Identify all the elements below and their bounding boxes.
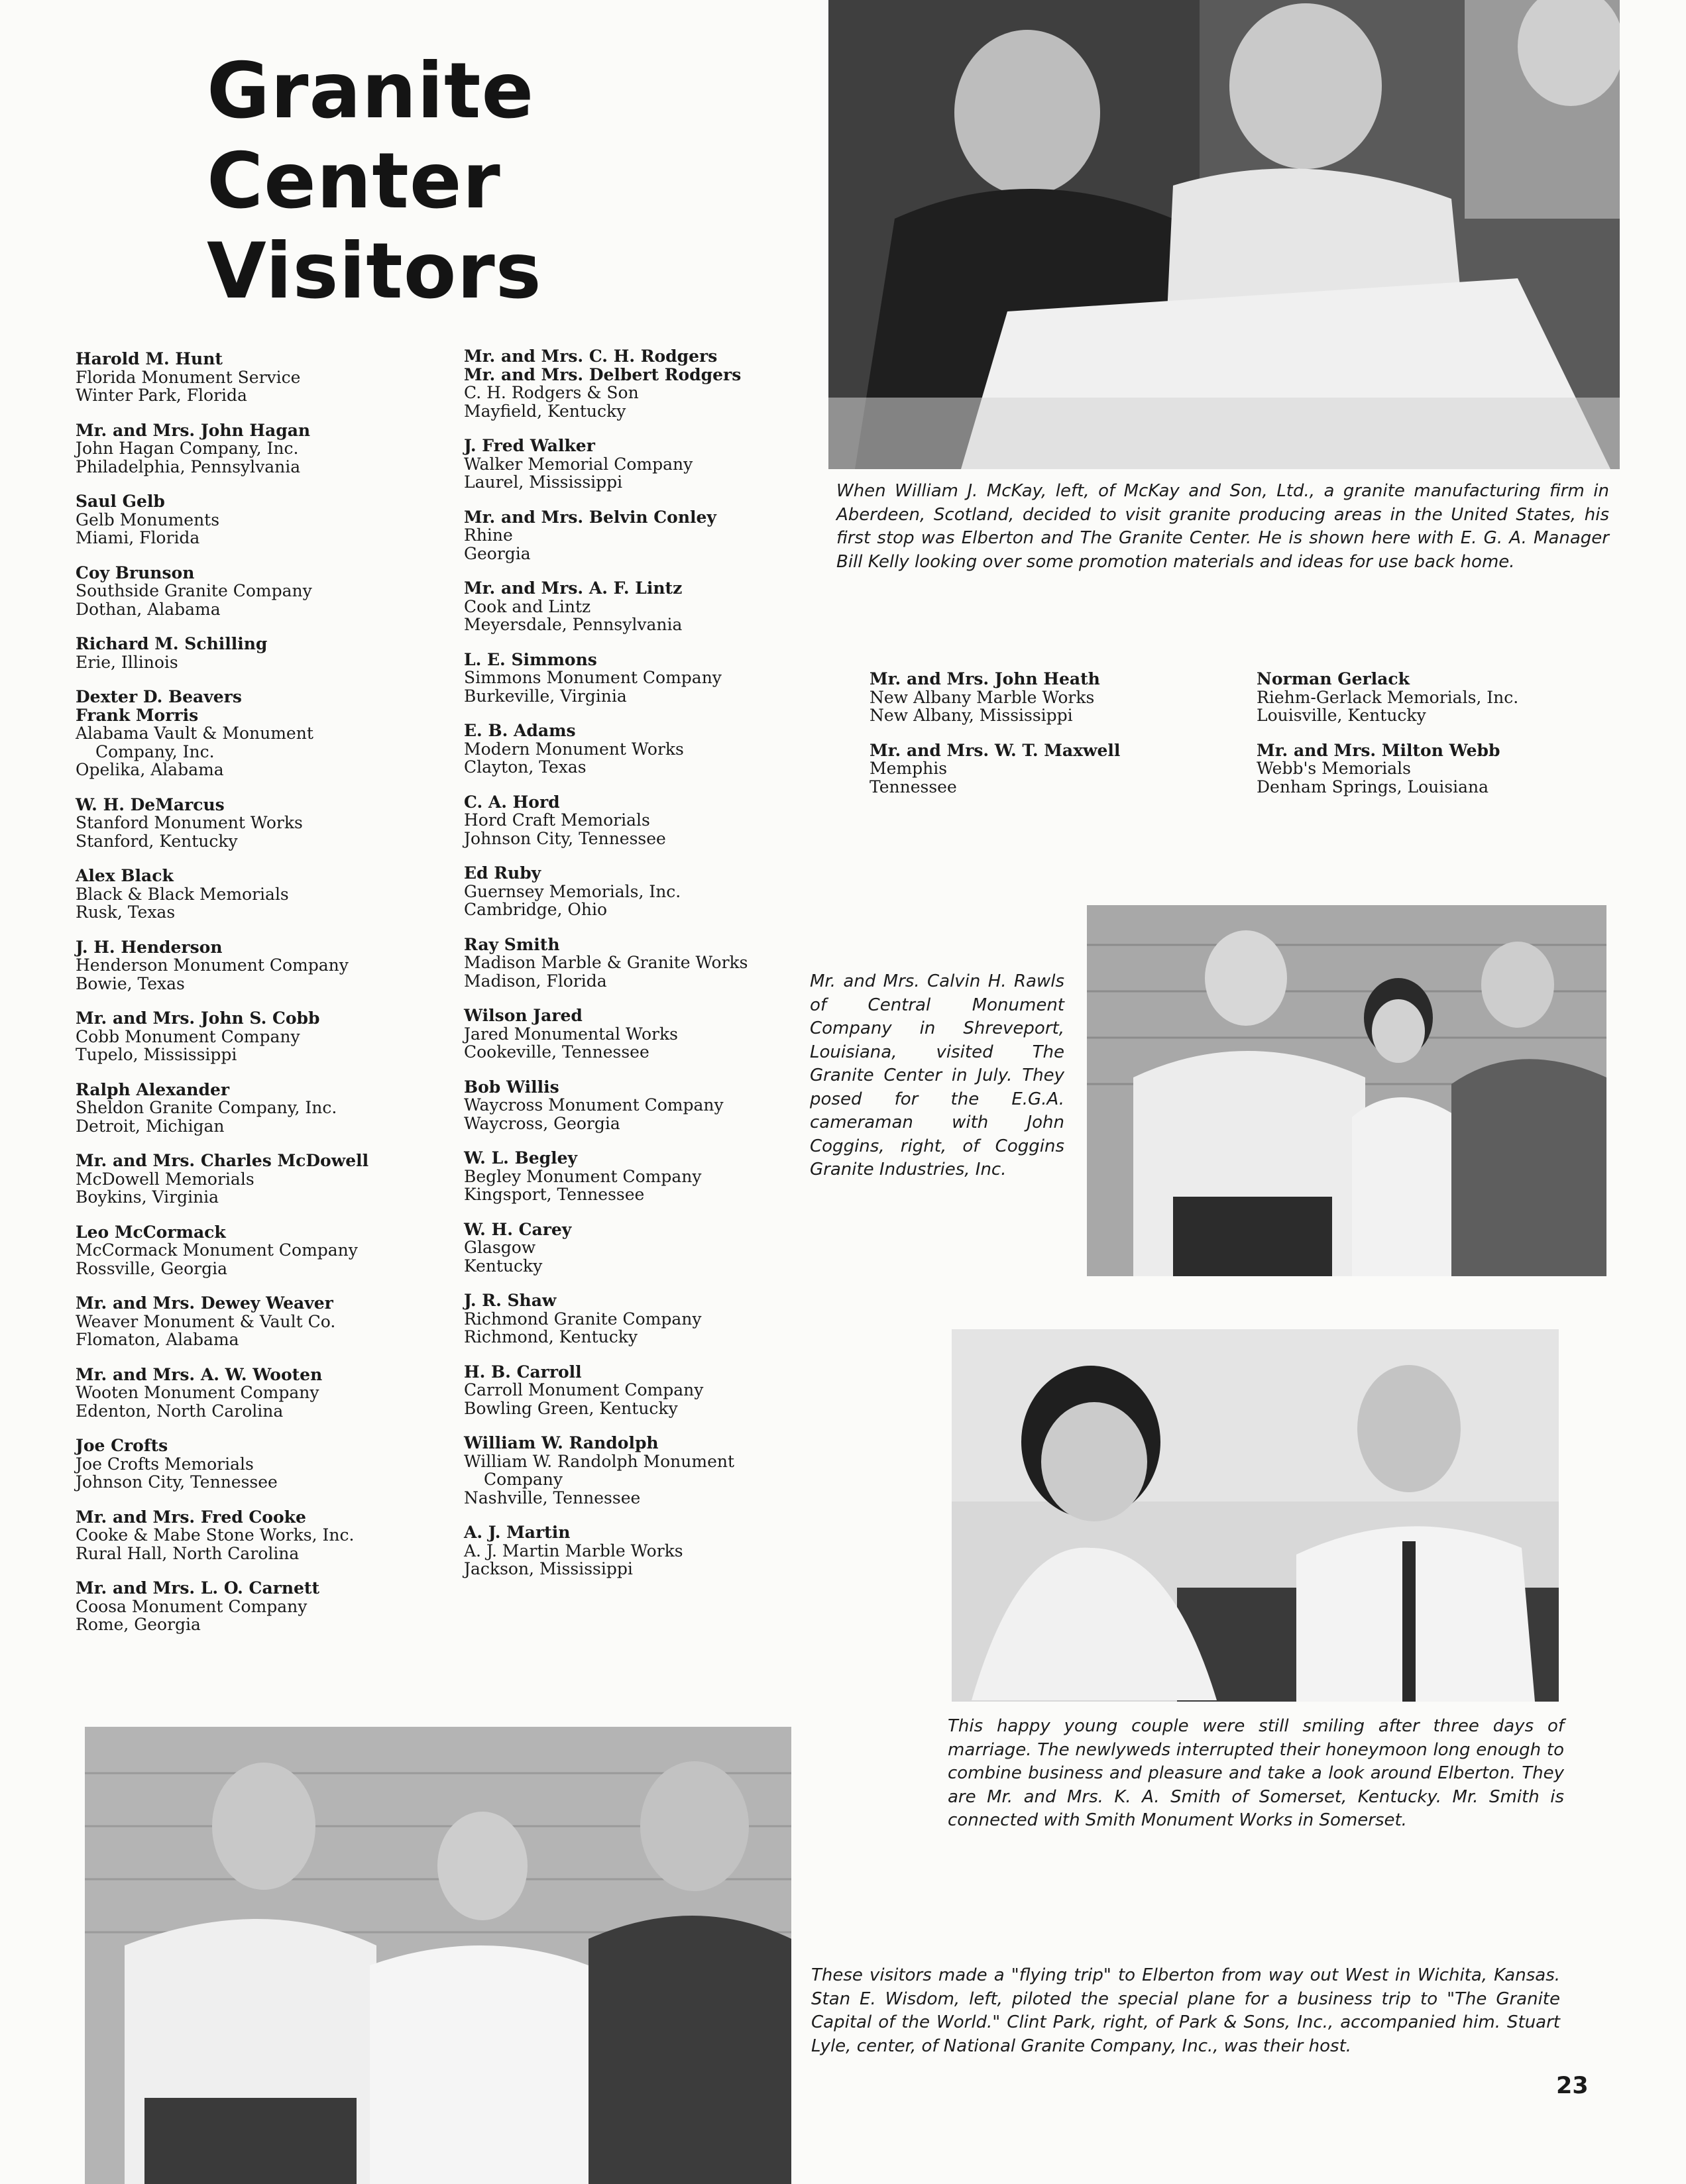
visitor-detail: Clayton, Texas bbox=[464, 757, 587, 777]
visitor-detail: Cook and Lintz bbox=[464, 596, 591, 616]
visitor-name: E. B. Adams bbox=[464, 721, 576, 740]
visitor-detail: Dothan, Alabama bbox=[76, 599, 221, 619]
visitor-name: W. H. Carey bbox=[464, 1219, 572, 1239]
visitor-detail: Glasgow bbox=[464, 1238, 536, 1257]
visitor-entry bbox=[464, 1078, 822, 1133]
visitor-name: Richard M. Schilling bbox=[76, 634, 268, 653]
visitor-entry bbox=[464, 1363, 822, 1418]
visitor-detail: Rome, Georgia bbox=[76, 1615, 201, 1634]
photo-rawls-and-coggins bbox=[1087, 905, 1606, 1276]
visitor-entry bbox=[870, 741, 1214, 796]
visitor-detail: Carroll Monument Company bbox=[464, 1380, 704, 1399]
visitor-entry bbox=[76, 1437, 447, 1492]
visitor-name: W. L. Begley bbox=[464, 1148, 578, 1168]
visitor-name: Alex Black bbox=[76, 866, 174, 885]
visitor-entry bbox=[464, 793, 822, 848]
visitor-entry bbox=[1257, 670, 1601, 725]
visitor-name: Ray Smith bbox=[464, 934, 560, 954]
visitor-detail: Cobb Monument Company bbox=[76, 1026, 300, 1046]
visitor-detail: Joe Crofts Memorials bbox=[76, 1454, 254, 1474]
visitor-detail: Rusk, Texas bbox=[76, 902, 176, 922]
visitor-detail: Kingsport, Tennessee bbox=[464, 1185, 645, 1204]
visitor-detail: Laurel, Mississippi bbox=[464, 472, 623, 492]
visitor-detail: Stanford Monument Works bbox=[76, 813, 303, 832]
visitor-detail: Walker Memorial Company bbox=[464, 454, 693, 474]
visitor-entry bbox=[464, 1007, 822, 1062]
visitor-name: Saul Gelb bbox=[76, 492, 165, 511]
visitor-detail: Madison Marble & Granite Works bbox=[464, 953, 748, 972]
page-title bbox=[207, 46, 542, 317]
visitor-entry bbox=[464, 1434, 822, 1507]
visitor-detail: Cambridge, Ohio bbox=[464, 900, 608, 919]
visitor-name: L. E. Simmons bbox=[464, 649, 597, 669]
visitor-entry bbox=[464, 722, 822, 777]
visitor-name: Dexter D. Beavers bbox=[76, 687, 242, 706]
title-line: Visitors bbox=[207, 227, 542, 316]
visitor-detail: Mayfield, Kentucky bbox=[464, 401, 626, 421]
visitor-detail: Rhine bbox=[464, 525, 513, 545]
visitor-detail: Rossville, Georgia bbox=[76, 1258, 228, 1278]
visitor-detail: Meyersdale, Pennsylvania bbox=[464, 615, 683, 634]
visitor-detail: Flomaton, Alabama bbox=[76, 1330, 239, 1349]
visitor-detail: Simmons Monument Company bbox=[464, 668, 722, 687]
visitor-list-column-1 bbox=[76, 350, 447, 1651]
visitor-detail: Company, Inc. bbox=[95, 741, 215, 761]
visitor-entry bbox=[464, 864, 822, 919]
visitor-entry bbox=[76, 1081, 447, 1136]
visitor-entry bbox=[464, 1291, 822, 1346]
visitor-detail: Stanford, Kentucky bbox=[76, 831, 238, 851]
title-line: Granite bbox=[207, 46, 535, 136]
visitor-name: Mr. and Mrs. L. O. Carnett bbox=[76, 1578, 319, 1598]
visitor-detail: Edenton, North Carolina bbox=[76, 1401, 284, 1421]
visitor-entry bbox=[464, 579, 822, 634]
visitor-name: Joe Crofts bbox=[76, 1436, 168, 1455]
visitor-detail: Begley Monument Company bbox=[464, 1166, 702, 1186]
visitor-detail: John Hagan Company, Inc. bbox=[76, 439, 299, 458]
visitor-entry bbox=[76, 421, 447, 476]
visitor-entry bbox=[76, 1294, 447, 1349]
visitor-entry bbox=[1257, 741, 1601, 796]
visitor-name: Frank Morris bbox=[76, 705, 199, 725]
visitor-entry bbox=[76, 938, 447, 993]
visitor-detail: Modern Monument Works bbox=[464, 739, 684, 759]
visitor-name: Mr. and Mrs. C. H. Rodgers bbox=[464, 347, 718, 366]
visitor-detail: Guernsey Memorials, Inc. bbox=[464, 881, 681, 901]
visitor-detail: Burkeville, Virginia bbox=[464, 686, 627, 706]
photo-wichita-visitors bbox=[85, 1727, 791, 2184]
visitor-detail: Miami, Florida bbox=[76, 528, 200, 547]
visitor-entry bbox=[870, 670, 1214, 725]
visitor-detail: Black & Black Memorials bbox=[76, 884, 289, 904]
visitor-detail: Georgia bbox=[464, 543, 531, 563]
visitor-name: Mr. and Mrs. A. F. Lintz bbox=[464, 578, 683, 598]
visitor-entry bbox=[76, 867, 447, 922]
visitor-entry bbox=[76, 350, 447, 405]
visitor-detail: Bowie, Texas bbox=[76, 973, 185, 993]
visitor-entry bbox=[464, 437, 822, 492]
visitor-detail: Sheldon Granite Company, Inc. bbox=[76, 1098, 337, 1117]
visitor-detail: Cookeville, Tennessee bbox=[464, 1042, 649, 1062]
visitor-entry bbox=[464, 1221, 822, 1276]
visitor-detail: Webb's Memorials bbox=[1257, 759, 1411, 778]
visitor-detail: Henderson Monument Company bbox=[76, 956, 349, 975]
visitor-detail: Tupelo, Mississippi bbox=[76, 1045, 237, 1064]
visitor-detail: Detroit, Michigan bbox=[76, 1116, 225, 1136]
visitor-name: Mr. and Mrs. Dewey Weaver bbox=[76, 1293, 333, 1313]
visitor-entry bbox=[76, 1009, 447, 1064]
caption-wichita: These visitors made a "flying trip" to Elberton from way out West in Wichita, Kansas. Stan E. Wisdom, left, piloted the special plane for a business trip to "The Granite Capital of the World." Clint Park, right, of Park & Sons, Inc., accompanied him. Stuart Lyle, center, of National Granite Company, Inc., was their host. bbox=[811, 1965, 1560, 2056]
visitor-entry bbox=[464, 651, 822, 706]
visitor-name: Harold M. Hunt bbox=[76, 349, 223, 368]
visitor-name: H. B. Carroll bbox=[464, 1362, 582, 1382]
visitor-entry bbox=[464, 508, 822, 563]
visitor-detail: Waycross, Georgia bbox=[464, 1113, 620, 1133]
visitor-name: W. H. DeMarcus bbox=[76, 794, 225, 814]
visitor-detail: Tennessee bbox=[870, 777, 957, 796]
visitor-detail: Johnson City, Tennessee bbox=[76, 1472, 278, 1492]
visitor-detail: Alabama Vault & Monument bbox=[76, 724, 313, 743]
visitor-entry bbox=[76, 1223, 447, 1278]
visitor-name: Mr. and Mrs. John Hagan bbox=[76, 420, 311, 440]
visitor-detail: McDowell Memorials bbox=[76, 1169, 254, 1189]
visitor-detail: Johnson City, Tennessee bbox=[464, 828, 666, 848]
visitor-detail: Kentucky bbox=[464, 1256, 543, 1276]
visitor-detail: Wooten Monument Company bbox=[76, 1383, 319, 1402]
visitor-detail: New Albany, Mississippi bbox=[870, 706, 1073, 725]
visitor-detail: Boykins, Virginia bbox=[76, 1187, 219, 1207]
visitor-detail: Denham Springs, Louisiana bbox=[1257, 777, 1489, 796]
visitor-detail: Cooke & Mabe Stone Works, Inc. bbox=[76, 1525, 355, 1545]
visitor-name: J. H. Henderson bbox=[76, 937, 223, 957]
visitor-entry bbox=[76, 688, 447, 779]
visitor-name: C. A. Hord bbox=[464, 792, 560, 812]
page-number: 23 bbox=[1556, 2073, 1589, 2099]
visitor-detail: Company bbox=[484, 1470, 563, 1489]
visitor-detail: Jackson, Mississippi bbox=[464, 1559, 633, 1578]
visitor-list-column-2 bbox=[464, 347, 822, 1595]
visitor-entry bbox=[464, 347, 822, 420]
visitor-detail: Richmond, Kentucky bbox=[464, 1327, 638, 1346]
visitor-name: Mr. and Mrs. Fred Cooke bbox=[76, 1507, 306, 1527]
visitor-detail: Philadelphia, Pennsylvania bbox=[76, 457, 301, 476]
visitor-entry bbox=[76, 492, 447, 547]
visitor-detail: Weaver Monument & Vault Co. bbox=[76, 1311, 336, 1331]
visitor-detail: Louisville, Kentucky bbox=[1257, 706, 1426, 725]
visitor-name: Mr. and Mrs. A. W. Wooten bbox=[76, 1364, 323, 1384]
visitor-detail: Gelb Monuments bbox=[76, 510, 220, 529]
visitor-detail: William W. Randolph Monument bbox=[464, 1451, 735, 1471]
photo-smith-couple bbox=[952, 1329, 1559, 1702]
visitor-detail: Waycross Monument Company bbox=[464, 1095, 724, 1115]
visitor-entry bbox=[464, 936, 822, 991]
visitor-detail: Jared Monumental Works bbox=[464, 1024, 678, 1044]
visitor-detail: Rural Hall, North Carolina bbox=[76, 1543, 300, 1563]
visitor-detail: Southside Granite Company bbox=[76, 581, 312, 600]
visitor-name: A. J. Martin bbox=[464, 1523, 571, 1542]
visitor-detail: Madison, Florida bbox=[464, 971, 607, 991]
visitor-entry bbox=[76, 1366, 447, 1421]
visitor-entry bbox=[76, 796, 447, 851]
visitor-detail: Nashville, Tennessee bbox=[464, 1488, 641, 1507]
visitor-name: J. Fred Walker bbox=[464, 436, 595, 455]
visitor-name: Mr. and Mrs. John S. Cobb bbox=[76, 1009, 320, 1028]
visitor-detail: Winter Park, Florida bbox=[76, 386, 247, 405]
visitor-detail: McCormack Monument Company bbox=[76, 1240, 358, 1260]
visitor-name: J. R. Shaw bbox=[464, 1291, 557, 1310]
visitor-entry bbox=[76, 1152, 447, 1207]
visitor-name: Mr. and Mrs. Delbert Rodgers bbox=[464, 364, 742, 384]
visitor-list-column-3 bbox=[870, 670, 1214, 812]
visitor-name: Mr. and Mrs. John Heath bbox=[870, 669, 1100, 688]
visitor-entry bbox=[464, 1523, 822, 1578]
visitor-detail: Memphis bbox=[870, 759, 948, 778]
visitor-detail: Opelika, Alabama bbox=[76, 760, 224, 779]
visitor-name: Norman Gerlack bbox=[1257, 669, 1410, 688]
visitor-name: Mr. and Mrs. Milton Webb bbox=[1257, 740, 1500, 760]
visitor-name: Mr. and Mrs. W. T. Maxwell bbox=[870, 740, 1121, 760]
visitor-detail: Coosa Monument Company bbox=[76, 1596, 308, 1616]
visitor-detail: Florida Monument Service bbox=[76, 367, 301, 387]
visitor-detail: A. J. Martin Marble Works bbox=[464, 1541, 683, 1560]
visitor-entry bbox=[76, 1508, 447, 1563]
visitor-detail: Richmond Granite Company bbox=[464, 1309, 702, 1329]
visitor-list-column-4 bbox=[1257, 670, 1601, 812]
visitor-entry bbox=[76, 1579, 447, 1634]
visitor-name: Ed Ruby bbox=[464, 863, 541, 883]
visitor-name: Mr. and Mrs. Charles McDowell bbox=[76, 1151, 369, 1170]
visitor-detail: Riehm-Gerlack Memorials, Inc. bbox=[1257, 687, 1519, 707]
visitor-name: Mr. and Mrs. Belvin Conley bbox=[464, 507, 716, 527]
visitor-detail: Hord Craft Memorials bbox=[464, 810, 650, 830]
visitor-entry bbox=[76, 635, 447, 671]
visitor-entry bbox=[464, 1149, 822, 1204]
photo-mckay-and-kelly bbox=[828, 0, 1620, 469]
visitor-name: Leo McCormack bbox=[76, 1222, 226, 1242]
visitor-detail: Erie, Illinois bbox=[76, 652, 178, 672]
visitor-entry bbox=[76, 564, 447, 619]
visitor-name: Coy Brunson bbox=[76, 563, 195, 582]
visitor-detail: Bowling Green, Kentucky bbox=[464, 1398, 678, 1418]
caption-mckay: When William J. McKay, left, of McKay and Son, Ltd., a granite manufacturing firm in Aberdeen, Scotland, decided to visit granite producing areas in the United States, his first stop was Elberton and The Granite Center. He is shown here with E. G. A. Manager Bill Kelly looking over some promotion materials and ideas for use back home. bbox=[836, 481, 1609, 572]
title-line: Center bbox=[207, 136, 501, 226]
caption-smith: This happy young couple were still smiling after three days of marriage. The newlyweds interrupted their honeymoon long enough to combine business and pleasure and take a look around Elberton. They are Mr. and Mrs. K. A. Smith of Somerset, Kentucky. Mr. Smith is connected with Smith Monument Works in Somerset. bbox=[948, 1716, 1564, 1830]
visitor-detail: New Albany Marble Works bbox=[870, 687, 1095, 707]
visitor-name: William W. Randolph bbox=[464, 1433, 659, 1452]
visitor-name: Ralph Alexander bbox=[76, 1079, 230, 1099]
caption-rawls: Mr. and Mrs. Calvin H. Rawls of Central Monument Company in Shreveport, Louisiana, visited The Granite Center in July. They posed for the E.G.A. cameraman with John Coggins, right, of Coggins Granite Industries, Inc. bbox=[810, 971, 1064, 1179]
visitor-name: Bob Willis bbox=[464, 1077, 559, 1097]
visitor-name: Wilson Jared bbox=[464, 1006, 583, 1025]
visitor-detail: C. H. Rodgers & Son bbox=[464, 383, 639, 402]
